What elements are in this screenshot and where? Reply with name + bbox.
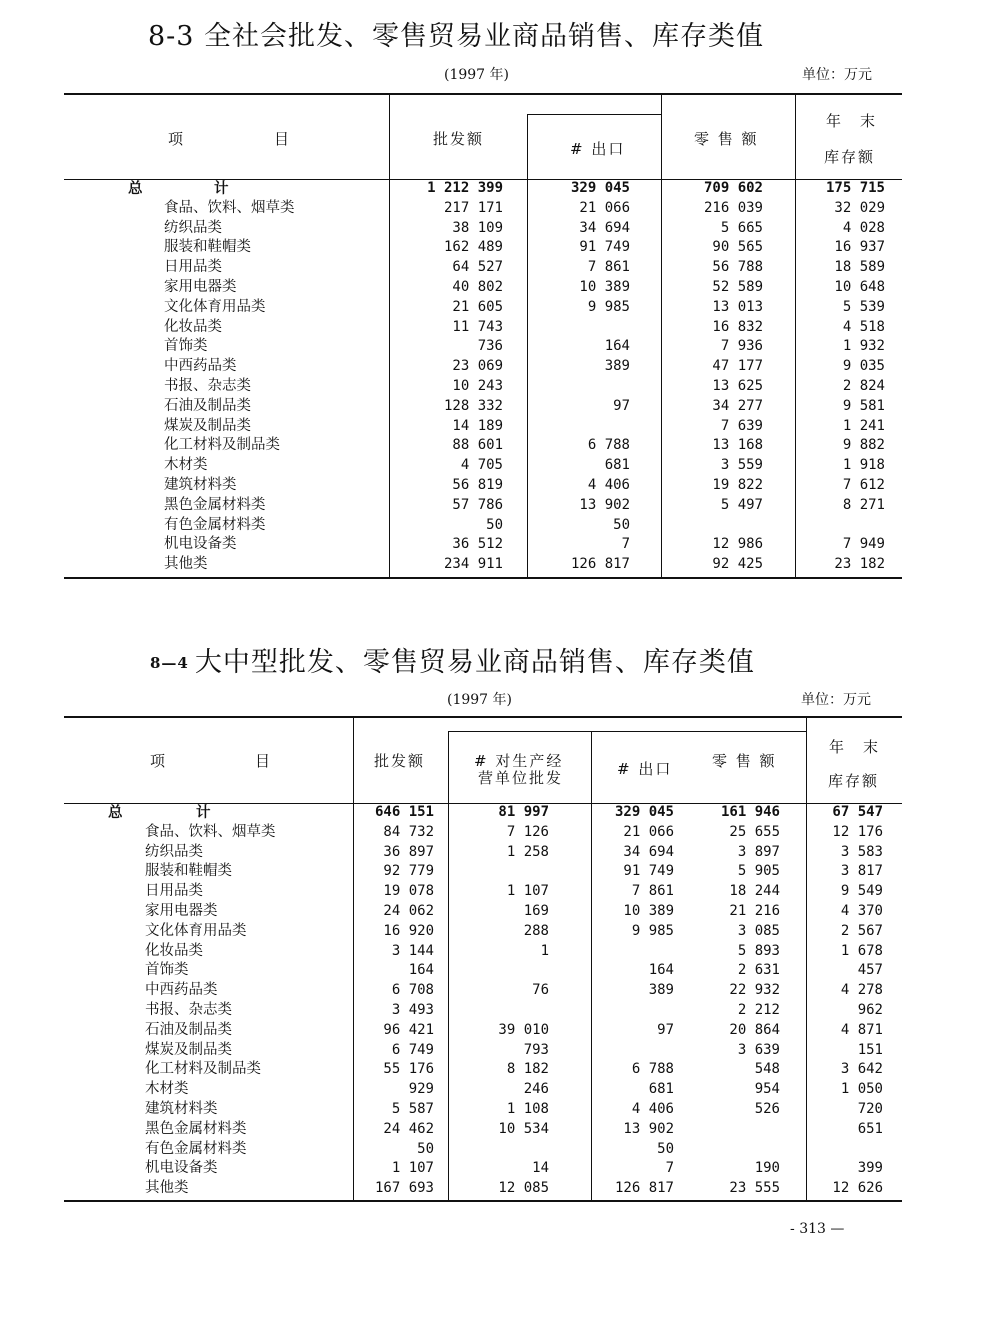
cell-retail: 47 177 bbox=[712, 358, 763, 375]
cell-stock: 4 518 bbox=[842, 318, 885, 335]
total-retail: 709 602 bbox=[703, 180, 763, 196]
cell-stock: 720 bbox=[857, 1101, 883, 1117]
total-label: 总 bbox=[108, 804, 123, 821]
cell-producer: 14 bbox=[532, 1160, 549, 1177]
table2-title-number: 8—4 bbox=[150, 654, 189, 672]
cell-export: 389 bbox=[648, 982, 674, 999]
cell-wholesale: 1 107 bbox=[391, 1160, 434, 1177]
cell-retail: 954 bbox=[754, 1081, 780, 1098]
cell-producer: 12 085 bbox=[498, 1180, 549, 1197]
table2-header-retail: 零 售 额 bbox=[712, 752, 777, 770]
cell-wholesale: 19 078 bbox=[383, 883, 434, 900]
table-row bbox=[0, 318, 1000, 338]
cell-retail: 22 932 bbox=[729, 982, 780, 999]
row-label: 石油及制品类 bbox=[164, 397, 251, 414]
cell-stock: 9 882 bbox=[842, 437, 885, 454]
cell-producer: 1 107 bbox=[506, 883, 549, 900]
row-label: 服装和鞋帽类 bbox=[145, 863, 232, 880]
cell-retail: 90 565 bbox=[712, 239, 763, 256]
table1-header-wholesale: 批发额 bbox=[433, 130, 485, 148]
cell-stock: 3 583 bbox=[840, 843, 883, 860]
row-label: 建筑材料类 bbox=[164, 477, 237, 493]
table-row bbox=[0, 902, 1000, 922]
table2-header-export: # 出口 bbox=[617, 760, 673, 778]
table-row bbox=[0, 823, 1000, 843]
cell-retail: 18 244 bbox=[729, 883, 780, 900]
cell-retail: 3 897 bbox=[737, 843, 780, 860]
cell-stock: 4 871 bbox=[840, 1021, 883, 1038]
total-stock: 67 547 bbox=[832, 804, 883, 820]
cell-export: 7 861 bbox=[587, 259, 630, 276]
total-stock: 175 715 bbox=[825, 180, 885, 196]
cell-export: 91 749 bbox=[579, 239, 630, 256]
cell-export: 50 bbox=[657, 1140, 674, 1157]
cell-retail: 7 639 bbox=[720, 417, 763, 434]
cell-stock: 7 612 bbox=[842, 477, 885, 493]
row-label: 文化体育用品类 bbox=[145, 922, 247, 939]
cell-retail: 13 168 bbox=[712, 437, 763, 454]
table-row bbox=[0, 278, 1000, 298]
cell-export: 21 066 bbox=[579, 199, 630, 216]
table1-header-retail: 零 售 额 bbox=[694, 130, 759, 148]
cell-export: 91 749 bbox=[623, 863, 674, 880]
cell-wholesale: 57 786 bbox=[452, 496, 503, 513]
table2-sub-rule bbox=[448, 731, 806, 732]
total-retail: 161 946 bbox=[720, 804, 780, 820]
row-label: 化工材料及制品类 bbox=[145, 1061, 261, 1078]
cell-stock: 962 bbox=[857, 1002, 883, 1018]
cell-export: 97 bbox=[613, 397, 630, 414]
table-row bbox=[0, 535, 1000, 555]
cell-export: 13 902 bbox=[579, 496, 630, 513]
cell-export: 164 bbox=[648, 962, 674, 979]
cell-export: 7 bbox=[665, 1160, 674, 1177]
table-row bbox=[0, 476, 1000, 496]
cell-wholesale: 10 243 bbox=[452, 378, 503, 394]
cell-export: 97 bbox=[657, 1021, 674, 1038]
total-wholesale: 646 151 bbox=[374, 804, 434, 820]
row-label: 服装和鞋帽类 bbox=[164, 239, 251, 256]
cell-export: 126 817 bbox=[614, 1180, 674, 1197]
page-number-suffix: — bbox=[825, 1221, 845, 1237]
cell-retail: 3 085 bbox=[737, 922, 780, 939]
cell-export: 6 788 bbox=[631, 1061, 674, 1078]
cell-export: 10 389 bbox=[623, 903, 674, 919]
cell-export: 7 bbox=[621, 536, 630, 553]
row-label: 书报、杂志类 bbox=[145, 1002, 232, 1018]
cell-stock: 457 bbox=[857, 962, 883, 979]
cell-stock: 9 549 bbox=[840, 883, 883, 900]
row-label: 书报、杂志类 bbox=[164, 378, 251, 394]
total-label: 计 bbox=[196, 804, 211, 821]
cell-stock: 32 029 bbox=[834, 199, 885, 216]
total-export: 329 045 bbox=[614, 804, 674, 820]
total-producer: 81 997 bbox=[498, 804, 549, 820]
cell-export: 9 985 bbox=[587, 298, 630, 315]
cell-producer: 76 bbox=[532, 982, 549, 999]
cell-export: 4 406 bbox=[587, 477, 630, 493]
cell-stock: 5 539 bbox=[842, 298, 885, 315]
cell-retail: 526 bbox=[754, 1101, 780, 1117]
cell-stock: 18 589 bbox=[834, 259, 885, 276]
row-label: 化妆品类 bbox=[145, 942, 203, 959]
table-row bbox=[0, 1080, 1000, 1100]
cell-wholesale: 128 332 bbox=[443, 397, 503, 414]
cell-export: 10 389 bbox=[579, 279, 630, 295]
row-label: 木材类 bbox=[164, 457, 208, 474]
table2-title bbox=[150, 640, 755, 679]
cell-export: 681 bbox=[604, 457, 630, 474]
cell-stock: 16 937 bbox=[834, 239, 885, 256]
cell-retail: 2 212 bbox=[737, 1002, 780, 1018]
cell-stock: 9 581 bbox=[842, 397, 885, 414]
table-row bbox=[0, 1021, 1000, 1041]
cell-producer: 39 010 bbox=[498, 1021, 549, 1038]
cell-producer: 793 bbox=[523, 1041, 549, 1058]
table1-header-stock: 库存额 bbox=[824, 148, 876, 166]
cell-stock: 651 bbox=[857, 1120, 883, 1137]
table-row bbox=[0, 496, 1000, 516]
table2-year: (1997 年) bbox=[447, 692, 513, 708]
cell-wholesale: 4 705 bbox=[460, 457, 503, 474]
cell-producer: 7 126 bbox=[506, 823, 549, 840]
cell-stock: 151 bbox=[857, 1041, 883, 1058]
cell-export: 126 817 bbox=[570, 556, 630, 573]
cell-producer: 1 108 bbox=[506, 1101, 549, 1117]
cell-retail: 5 905 bbox=[737, 863, 780, 880]
row-label: 有色金属材料类 bbox=[164, 516, 266, 533]
row-label: 机电设备类 bbox=[145, 1160, 218, 1177]
cell-wholesale: 96 421 bbox=[383, 1021, 434, 1038]
table-row bbox=[0, 981, 1000, 1001]
cell-retail: 52 589 bbox=[712, 279, 763, 295]
cell-wholesale: 3 493 bbox=[391, 1002, 434, 1018]
cell-retail: 92 425 bbox=[712, 556, 763, 573]
table2-header-item: 目 bbox=[255, 752, 273, 770]
table-row bbox=[0, 1120, 1000, 1140]
cell-producer: 169 bbox=[523, 903, 549, 919]
cell-retail: 5 893 bbox=[737, 942, 780, 959]
cell-stock: 12 176 bbox=[832, 823, 883, 840]
cell-export: 50 bbox=[613, 516, 630, 533]
page-number-prefix: - bbox=[790, 1221, 800, 1237]
cell-export: 13 902 bbox=[623, 1120, 674, 1137]
row-label: 中西药品类 bbox=[145, 982, 218, 999]
cell-retail: 19 822 bbox=[712, 477, 763, 493]
row-label: 日用品类 bbox=[164, 259, 222, 276]
table-row bbox=[0, 1179, 1000, 1199]
cell-retail: 2 631 bbox=[737, 962, 780, 979]
table-row bbox=[0, 843, 1000, 863]
table2-header-stock: 库存额 bbox=[828, 772, 880, 790]
table2-top-rule bbox=[64, 716, 902, 718]
cell-wholesale: 23 069 bbox=[452, 358, 503, 375]
cell-retail: 7 936 bbox=[720, 338, 763, 355]
cell-wholesale: 3 144 bbox=[391, 942, 434, 959]
cell-export: 7 861 bbox=[631, 883, 674, 900]
row-label: 文化体育用品类 bbox=[164, 298, 266, 315]
row-label: 其他类 bbox=[164, 556, 208, 573]
table2-bottom-rule bbox=[64, 1200, 902, 1202]
table-row bbox=[0, 1041, 1000, 1061]
cell-producer: 1 258 bbox=[506, 843, 549, 860]
cell-stock: 10 648 bbox=[834, 279, 885, 295]
table1-header-export: # 出口 bbox=[570, 140, 626, 158]
cell-wholesale: 56 819 bbox=[452, 477, 503, 493]
cell-retail: 3 559 bbox=[720, 457, 763, 474]
table2-unit: 单位：万元 bbox=[801, 692, 871, 708]
table-row bbox=[0, 436, 1000, 456]
row-label: 食品、饮料、烟草类 bbox=[145, 823, 276, 840]
row-label: 石油及制品类 bbox=[145, 1021, 232, 1038]
cell-stock: 8 271 bbox=[842, 496, 885, 513]
cell-wholesale: 40 802 bbox=[452, 279, 503, 295]
cell-export: 164 bbox=[604, 338, 630, 355]
cell-producer: 10 534 bbox=[498, 1120, 549, 1137]
cell-retail: 190 bbox=[754, 1160, 780, 1177]
cell-wholesale: 24 462 bbox=[383, 1120, 434, 1137]
row-label: 化工材料及制品类 bbox=[164, 437, 280, 454]
table-row bbox=[0, 238, 1000, 258]
table-row bbox=[0, 258, 1000, 278]
table-row bbox=[0, 337, 1000, 357]
table2-title-text: 大中型批发、零售贸易业商品销售、库存类值 bbox=[194, 647, 755, 678]
cell-wholesale: 5 587 bbox=[391, 1101, 434, 1117]
table1-total-row bbox=[0, 179, 1000, 199]
table1-sub-rule bbox=[527, 114, 661, 115]
cell-producer: 1 bbox=[540, 942, 549, 959]
page-number-value: 313 bbox=[799, 1221, 826, 1237]
cell-stock: 1 918 bbox=[842, 457, 885, 474]
table-row bbox=[0, 942, 1000, 962]
table-row bbox=[0, 1060, 1000, 1080]
table-row bbox=[0, 298, 1000, 318]
total-label: 计 bbox=[214, 180, 229, 197]
cell-wholesale: 38 109 bbox=[452, 219, 503, 236]
cell-retail: 34 277 bbox=[712, 397, 763, 414]
table-row bbox=[0, 1001, 1000, 1021]
cell-export: 34 694 bbox=[579, 219, 630, 236]
row-label: 机电设备类 bbox=[164, 536, 237, 553]
cell-export: 389 bbox=[604, 358, 630, 375]
cell-wholesale: 11 743 bbox=[452, 318, 503, 335]
total-wholesale: 1 212 399 bbox=[427, 180, 503, 196]
cell-export: 34 694 bbox=[623, 843, 674, 860]
cell-wholesale: 162 489 bbox=[443, 239, 503, 256]
cell-wholesale: 217 171 bbox=[443, 199, 503, 216]
row-label: 家用电器类 bbox=[145, 903, 218, 919]
cell-wholesale: 84 732 bbox=[383, 823, 434, 840]
cell-wholesale: 21 605 bbox=[452, 298, 503, 315]
cell-wholesale: 50 bbox=[486, 516, 503, 533]
table2-header-stock: 年 末 bbox=[829, 738, 881, 756]
table1-header-item: 项 bbox=[168, 130, 186, 148]
row-label: 中西药品类 bbox=[164, 358, 237, 375]
table-row bbox=[0, 219, 1000, 239]
cell-producer: 8 182 bbox=[506, 1061, 549, 1078]
table2-header-wholesale: 批发额 bbox=[374, 752, 426, 770]
row-label: 家用电器类 bbox=[164, 279, 237, 295]
table2-header-producer: # 对生产经 bbox=[474, 752, 564, 770]
row-label: 食品、饮料、烟草类 bbox=[164, 199, 295, 216]
table1-year: (1997 年) bbox=[444, 67, 510, 83]
cell-stock: 4 278 bbox=[840, 982, 883, 999]
row-label: 首饰类 bbox=[164, 338, 208, 355]
cell-stock: 1 050 bbox=[840, 1081, 883, 1098]
cell-retail: 25 655 bbox=[729, 823, 780, 840]
row-label: 其他类 bbox=[145, 1180, 189, 1197]
cell-retail: 20 864 bbox=[729, 1021, 780, 1038]
table-row bbox=[0, 456, 1000, 476]
cell-wholesale: 16 920 bbox=[383, 922, 434, 939]
cell-wholesale: 36 897 bbox=[383, 843, 434, 860]
cell-stock: 1 932 bbox=[842, 338, 885, 355]
row-label: 首饰类 bbox=[145, 962, 189, 979]
cell-stock: 23 182 bbox=[834, 556, 885, 573]
table-row bbox=[0, 199, 1000, 219]
cell-wholesale: 36 512 bbox=[452, 536, 503, 553]
cell-retail: 56 788 bbox=[712, 259, 763, 276]
row-label: 日用品类 bbox=[145, 883, 203, 900]
cell-export: 9 985 bbox=[631, 922, 674, 939]
cell-wholesale: 929 bbox=[408, 1081, 434, 1098]
cell-retail: 548 bbox=[754, 1061, 780, 1078]
table-row bbox=[0, 882, 1000, 902]
cell-producer: 288 bbox=[523, 922, 549, 939]
row-label: 化妆品类 bbox=[164, 318, 222, 335]
table-row bbox=[0, 862, 1000, 882]
table-row bbox=[0, 555, 1000, 575]
cell-stock: 399 bbox=[857, 1160, 883, 1177]
table-row bbox=[0, 397, 1000, 417]
table1-top-rule bbox=[64, 93, 902, 95]
cell-wholesale: 14 189 bbox=[452, 417, 503, 434]
cell-stock: 1 241 bbox=[842, 417, 885, 434]
cell-stock: 3 642 bbox=[840, 1061, 883, 1078]
cell-wholesale: 6 749 bbox=[391, 1041, 434, 1058]
cell-stock: 4 028 bbox=[842, 219, 885, 236]
table-row bbox=[0, 1159, 1000, 1179]
table1-header-item: 目 bbox=[274, 130, 292, 148]
total-label: 总 bbox=[128, 180, 143, 197]
cell-wholesale: 64 527 bbox=[452, 259, 503, 276]
table-row bbox=[0, 1100, 1000, 1120]
cell-retail: 216 039 bbox=[703, 199, 763, 216]
row-label: 黑色金属材料类 bbox=[164, 496, 266, 513]
cell-stock: 4 370 bbox=[840, 903, 883, 919]
cell-wholesale: 736 bbox=[477, 338, 503, 355]
table2-total-row bbox=[0, 803, 1000, 823]
row-label: 纺织品类 bbox=[145, 843, 203, 860]
cell-stock: 7 949 bbox=[842, 536, 885, 553]
cell-wholesale: 234 911 bbox=[443, 556, 503, 573]
cell-wholesale: 50 bbox=[417, 1140, 434, 1157]
table-row bbox=[0, 1140, 1000, 1160]
cell-retail: 13 013 bbox=[712, 298, 763, 315]
cell-retail: 13 625 bbox=[712, 378, 763, 394]
cell-retail: 5 665 bbox=[720, 219, 763, 236]
cell-wholesale: 164 bbox=[408, 962, 434, 979]
cell-wholesale: 167 693 bbox=[374, 1180, 434, 1197]
table1-header-stock: 年 末 bbox=[826, 112, 878, 130]
cell-stock: 9 035 bbox=[842, 358, 885, 375]
cell-stock: 12 626 bbox=[832, 1180, 883, 1197]
cell-retail: 12 986 bbox=[712, 536, 763, 553]
table2-header-producer: 营单位批发 bbox=[478, 769, 564, 787]
table-row bbox=[0, 377, 1000, 397]
cell-retail: 3 639 bbox=[737, 1041, 780, 1058]
cell-export: 21 066 bbox=[623, 823, 674, 840]
table1-bottom-rule bbox=[64, 577, 902, 579]
table1-title: 8-3 全社会批发、零售贸易业商品销售、库存类值 bbox=[148, 21, 765, 52]
cell-wholesale: 55 176 bbox=[383, 1061, 434, 1078]
cell-wholesale: 24 062 bbox=[383, 903, 434, 919]
table-row bbox=[0, 357, 1000, 377]
table-row bbox=[0, 516, 1000, 536]
cell-stock: 1 678 bbox=[840, 942, 883, 959]
cell-retail: 21 216 bbox=[729, 903, 780, 919]
cell-producer: 246 bbox=[523, 1081, 549, 1098]
cell-wholesale: 88 601 bbox=[452, 437, 503, 454]
cell-export: 4 406 bbox=[631, 1101, 674, 1117]
table-row bbox=[0, 961, 1000, 981]
cell-stock: 3 817 bbox=[840, 863, 883, 880]
table-row bbox=[0, 417, 1000, 437]
cell-export: 681 bbox=[648, 1081, 674, 1098]
cell-retail: 23 555 bbox=[729, 1180, 780, 1197]
cell-wholesale: 92 779 bbox=[383, 863, 434, 880]
cell-wholesale: 6 708 bbox=[391, 982, 434, 999]
cell-stock: 2 567 bbox=[840, 922, 883, 939]
row-label: 木材类 bbox=[145, 1081, 189, 1098]
total-export: 329 045 bbox=[570, 180, 630, 196]
cell-export: 6 788 bbox=[587, 437, 630, 454]
row-label: 纺织品类 bbox=[164, 219, 222, 236]
page-number bbox=[790, 1221, 844, 1237]
row-label: 煤炭及制品类 bbox=[145, 1041, 232, 1058]
table2-header-item: 项 bbox=[150, 752, 168, 770]
row-label: 建筑材料类 bbox=[145, 1101, 218, 1117]
row-label: 有色金属材料类 bbox=[145, 1140, 247, 1157]
table-row bbox=[0, 922, 1000, 942]
row-label: 黑色金属材料类 bbox=[145, 1120, 247, 1137]
cell-retail: 5 497 bbox=[720, 496, 763, 513]
cell-stock: 2 824 bbox=[842, 378, 885, 394]
cell-retail: 16 832 bbox=[712, 318, 763, 335]
table1-unit: 单位：万元 bbox=[802, 67, 872, 83]
row-label: 煤炭及制品类 bbox=[164, 417, 251, 434]
